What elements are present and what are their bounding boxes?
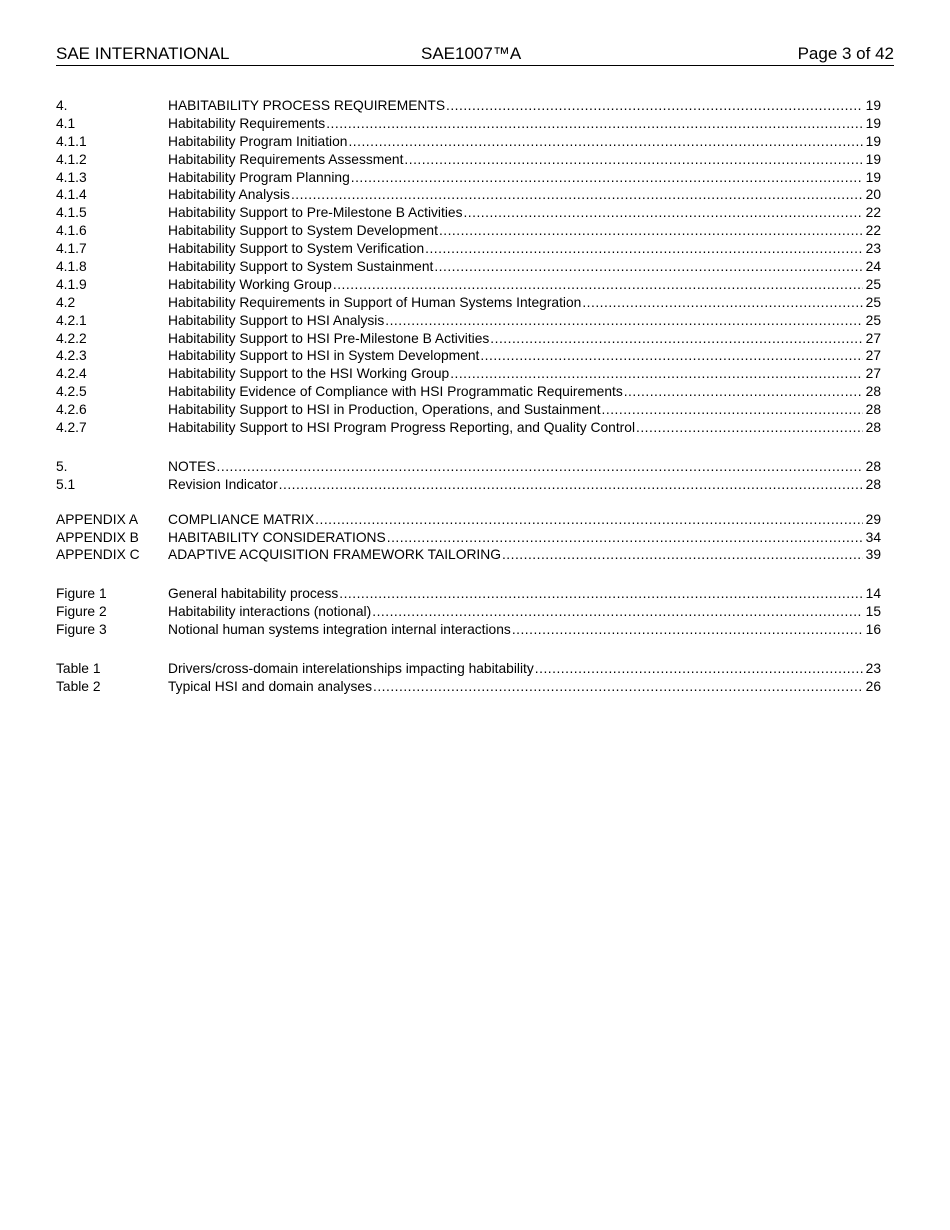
toc-entry-page: 28 bbox=[865, 420, 881, 436]
toc-entry-title: Habitability Working Group bbox=[168, 276, 332, 292]
toc-entry-number: 4.1.1 bbox=[56, 133, 87, 149]
toc-entry-number: 4.2.3 bbox=[56, 348, 87, 364]
toc-entry-number: 4. bbox=[56, 98, 68, 113]
toc-entry-title: HABITABILITY CONSIDERATIONS bbox=[168, 529, 386, 545]
toc-entry-page: 19 bbox=[865, 151, 881, 167]
toc-entry-title: Habitability Support to the HSI Working Group bbox=[168, 366, 450, 382]
toc-entry-page: 25 bbox=[865, 294, 881, 310]
toc-entry-title-line bbox=[168, 222, 864, 240]
toc-entry-title-line bbox=[168, 603, 864, 621]
toc-entry-title: ADAPTIVE ACQUISITION FRAMEWORK TAILORING bbox=[168, 547, 501, 563]
toc-entry-page: 19 bbox=[865, 115, 881, 131]
toc-entry-page: 20 bbox=[865, 187, 881, 203]
toc-entry-title-line bbox=[168, 204, 864, 222]
toc-entry-title: Habitability Requirements Assessment bbox=[168, 151, 404, 167]
toc-entry-page: 39 bbox=[865, 547, 881, 563]
toc-dot-leader bbox=[463, 204, 863, 222]
toc-entry-number: Table 2 bbox=[56, 678, 101, 694]
toc-entry[interactable] bbox=[56, 401, 881, 419]
toc-entry-title: Habitability interactions (notional) bbox=[168, 604, 372, 620]
toc-entry-number: Figure 3 bbox=[56, 622, 107, 638]
toc-entry[interactable] bbox=[56, 383, 881, 401]
toc-dot-leader bbox=[339, 585, 863, 603]
toc-entry-number: 4.2.1 bbox=[56, 312, 87, 328]
toc-entry-title-line bbox=[168, 419, 864, 437]
toc-entry-title: HABITABILITY PROCESS REQUIREMENTS bbox=[168, 98, 446, 113]
toc-entry-page: 24 bbox=[865, 259, 881, 275]
toc-entry-title-line bbox=[168, 585, 864, 603]
toc-section-4 bbox=[56, 97, 881, 437]
toc-entry[interactable] bbox=[56, 258, 881, 276]
toc-entry-title-line bbox=[168, 476, 864, 494]
toc-entry-title-line bbox=[168, 151, 864, 169]
toc-entry-number: 4.1 bbox=[56, 115, 76, 131]
toc-dot-leader bbox=[502, 546, 863, 564]
toc-entry-number: 5. bbox=[56, 458, 68, 474]
toc-dot-leader bbox=[372, 603, 863, 621]
toc-entry-title: Habitability Support to System Verification bbox=[168, 241, 425, 257]
toc-entry-title: Habitability Support to HSI in Production, Operations, and Sustainment bbox=[168, 402, 601, 418]
toc-dot-leader bbox=[434, 258, 863, 276]
toc-entry-page: 19 bbox=[865, 169, 881, 185]
toc-entry-number: 4.1.4 bbox=[56, 187, 87, 203]
toc-entry[interactable] bbox=[56, 365, 881, 383]
toc-entry-title: Habitability Program Initiation bbox=[168, 133, 348, 149]
toc-entry[interactable] bbox=[56, 546, 881, 564]
toc-dot-leader bbox=[425, 240, 863, 258]
toc-entry-title: Drivers/cross-domain interelationships impacting habitability bbox=[168, 661, 534, 677]
toc-entry-title: Habitability Requirements bbox=[168, 115, 326, 131]
toc-entry-page: 28 bbox=[865, 384, 881, 400]
toc-entry[interactable] bbox=[56, 603, 881, 621]
toc-entry-title-line bbox=[168, 186, 864, 204]
header-page-number: Page 3 of 42 bbox=[797, 44, 894, 63]
toc-entry-page: 19 bbox=[865, 133, 881, 149]
toc-entry-title: Habitability Support to System Sustainment bbox=[168, 259, 434, 275]
toc-entry-number: APPENDIX C bbox=[56, 547, 140, 563]
toc-dot-leader bbox=[351, 169, 863, 187]
toc-entry[interactable] bbox=[56, 240, 881, 258]
toc-entry-page: 28 bbox=[865, 476, 881, 492]
toc-entry-title-line bbox=[168, 660, 864, 678]
toc-entry-title-line bbox=[168, 115, 864, 133]
toc-entry[interactable] bbox=[56, 621, 881, 639]
toc-entry[interactable] bbox=[56, 458, 881, 476]
toc-dot-leader bbox=[636, 419, 863, 437]
toc-entry[interactable] bbox=[56, 347, 881, 365]
toc-dot-leader bbox=[385, 312, 863, 330]
toc-entry-page: 27 bbox=[865, 366, 881, 382]
toc-entry-number: 4.1.8 bbox=[56, 259, 87, 275]
toc-entry-title: Habitability Support to HSI Pre-Milestone B Activities bbox=[168, 330, 490, 346]
toc-entry-number: Figure 2 bbox=[56, 604, 107, 620]
toc-entry-title-line bbox=[168, 529, 864, 547]
toc-entry[interactable] bbox=[56, 312, 881, 330]
toc-entry-number: 4.2.2 bbox=[56, 330, 87, 346]
toc-dot-leader bbox=[373, 678, 863, 696]
toc-dot-leader bbox=[535, 660, 863, 678]
toc-entry-page: 34 bbox=[865, 529, 881, 545]
toc-dot-leader bbox=[602, 401, 863, 419]
toc-entry-title-line bbox=[168, 365, 864, 383]
toc-entry-title: Habitability Program Planning bbox=[168, 169, 350, 185]
toc-entry-title-line bbox=[168, 546, 864, 564]
toc-entry-title-line bbox=[168, 458, 864, 476]
toc-dot-leader bbox=[279, 476, 863, 494]
toc-dot-leader bbox=[490, 330, 863, 348]
toc-entry-title-line bbox=[168, 276, 864, 294]
toc-entry-page: 28 bbox=[865, 458, 881, 474]
toc-dot-leader bbox=[439, 222, 863, 240]
toc-entry-number: 4.1.7 bbox=[56, 241, 87, 257]
toc-entry-number: 4.2.4 bbox=[56, 366, 87, 382]
toc-entry[interactable] bbox=[56, 186, 881, 204]
toc-dot-leader bbox=[333, 276, 863, 294]
toc-entry-number: Figure 1 bbox=[56, 586, 107, 602]
toc-entry-page: 23 bbox=[865, 661, 881, 677]
toc-entry-page: 25 bbox=[865, 312, 881, 328]
toc-entry[interactable] bbox=[56, 419, 881, 437]
toc-entry-title-line bbox=[168, 621, 864, 639]
toc-entry-title: Revision Indicator bbox=[168, 476, 278, 492]
toc-entry[interactable] bbox=[56, 660, 881, 678]
toc-entry-number: 4.2.5 bbox=[56, 384, 87, 400]
toc-entry[interactable] bbox=[56, 476, 881, 494]
toc-entry-page: 23 bbox=[865, 241, 881, 257]
toc-entry-page: 28 bbox=[865, 402, 881, 418]
toc-entry[interactable] bbox=[56, 222, 881, 240]
toc-entry-number: 5.1 bbox=[56, 476, 76, 492]
toc-entry-title: Typical HSI and domain analyses bbox=[168, 678, 372, 694]
toc-dot-leader bbox=[348, 133, 863, 151]
toc-entry-number: 4.1.5 bbox=[56, 205, 87, 221]
toc-entry-number: 4.2.6 bbox=[56, 402, 87, 418]
toc-dot-leader bbox=[315, 511, 863, 529]
toc-entry-title-line bbox=[168, 347, 864, 365]
toc-entry-page: 27 bbox=[865, 330, 881, 346]
toc-entry[interactable] bbox=[56, 169, 881, 187]
toc-entry-number: 4.1.2 bbox=[56, 151, 87, 167]
table-of-contents bbox=[56, 97, 881, 696]
toc-entry-number: 4.1.9 bbox=[56, 276, 87, 292]
toc-dot-leader bbox=[326, 115, 863, 133]
toc-dot-leader bbox=[404, 151, 863, 169]
toc-dot-leader bbox=[624, 383, 863, 401]
toc-entry-page: 22 bbox=[865, 223, 881, 239]
toc-entry-page: 16 bbox=[865, 622, 881, 638]
toc-entry[interactable] bbox=[56, 529, 881, 547]
toc-entry-page: 29 bbox=[865, 511, 881, 527]
toc-dot-leader bbox=[217, 458, 863, 476]
toc-entry-number: 4.2 bbox=[56, 294, 76, 310]
toc-entry[interactable] bbox=[56, 276, 881, 294]
toc-entry-title-line bbox=[168, 330, 864, 348]
toc-dot-leader bbox=[446, 97, 863, 115]
toc-entry-title: Habitability Support to HSI Analysis bbox=[168, 312, 385, 328]
toc-entry[interactable] bbox=[56, 115, 881, 133]
toc-entry-title-line bbox=[168, 294, 864, 312]
toc-entry-title-line bbox=[168, 312, 864, 330]
toc-entry-title-line bbox=[168, 383, 864, 401]
toc-entry-title: Habitability Support to HSI Program Progress Reporting, and Quality Control bbox=[168, 420, 636, 436]
toc-entry-title-line bbox=[168, 97, 864, 115]
toc-entry-title: Habitability Analysis bbox=[168, 187, 290, 203]
toc-entry-page: 25 bbox=[865, 276, 881, 292]
toc-entry-title: Notional human systems integration internal interactions bbox=[168, 622, 511, 638]
toc-entry-number: Table 1 bbox=[56, 661, 101, 677]
toc-entry[interactable] bbox=[56, 330, 881, 348]
header-document-id: SAE1007™A bbox=[421, 44, 522, 63]
toc-entry-number: APPENDIX A bbox=[56, 511, 139, 527]
toc-entry-title: COMPLIANCE MATRIX bbox=[168, 511, 315, 527]
toc-entry-title-line bbox=[168, 240, 864, 258]
toc-entry-title: Habitability Evidence of Compliance with HSI Programmatic Requirements bbox=[168, 384, 623, 400]
toc-entry-title: NOTES bbox=[168, 458, 216, 474]
toc-entry[interactable] bbox=[56, 678, 881, 696]
toc-entry-number: 4.2.7 bbox=[56, 420, 87, 436]
toc-entry-number: APPENDIX B bbox=[56, 529, 139, 545]
toc-entry[interactable] bbox=[56, 151, 881, 169]
toc-entry-title-line bbox=[168, 678, 864, 696]
toc-entry[interactable] bbox=[56, 511, 881, 529]
toc-entry-page: 22 bbox=[865, 205, 881, 221]
toc-entry-number: 4.1.3 bbox=[56, 169, 87, 185]
toc-entry-number: 4.1.6 bbox=[56, 223, 87, 239]
toc-dot-leader bbox=[480, 347, 863, 365]
toc-entry[interactable] bbox=[56, 204, 881, 222]
toc-entry-title: Habitability Support to HSI in System Development bbox=[168, 348, 480, 364]
toc-entry-title: General habitability process bbox=[168, 586, 339, 602]
toc-entry[interactable] bbox=[56, 294, 881, 312]
toc-section-5 bbox=[56, 458, 881, 494]
toc-figures bbox=[56, 585, 881, 639]
toc-appendices bbox=[56, 511, 881, 565]
toc-entry-title: Habitability Support to System Development bbox=[168, 223, 438, 239]
toc-entry-page: 19 bbox=[865, 98, 881, 113]
toc-entry-page: 15 bbox=[865, 604, 881, 620]
toc-entry-title-line bbox=[168, 511, 864, 529]
toc-entry-title: Habitability Requirements in Support of Human Systems Integration bbox=[168, 294, 582, 310]
toc-dot-leader bbox=[512, 621, 863, 639]
toc-entry-title-line bbox=[168, 133, 864, 151]
toc-entry-page: 26 bbox=[865, 678, 881, 694]
toc-entry[interactable] bbox=[56, 133, 881, 151]
toc-entry-page: 14 bbox=[865, 586, 881, 602]
toc-dot-leader bbox=[291, 186, 863, 204]
toc-entry-title: Habitability Support to Pre-Milestone B Activities bbox=[168, 205, 463, 221]
toc-entry[interactable] bbox=[56, 97, 881, 115]
toc-entry[interactable] bbox=[56, 585, 881, 603]
page-header bbox=[56, 44, 894, 66]
toc-entry-title-line bbox=[168, 258, 864, 276]
toc-entry-title-line bbox=[168, 401, 864, 419]
toc-tables bbox=[56, 660, 881, 696]
toc-dot-leader bbox=[387, 529, 863, 547]
toc-entry-page: 27 bbox=[865, 348, 881, 364]
toc-dot-leader bbox=[582, 294, 863, 312]
toc-entry-title-line bbox=[168, 169, 864, 187]
toc-dot-leader bbox=[450, 365, 863, 383]
header-organization: SAE INTERNATIONAL bbox=[56, 44, 230, 63]
